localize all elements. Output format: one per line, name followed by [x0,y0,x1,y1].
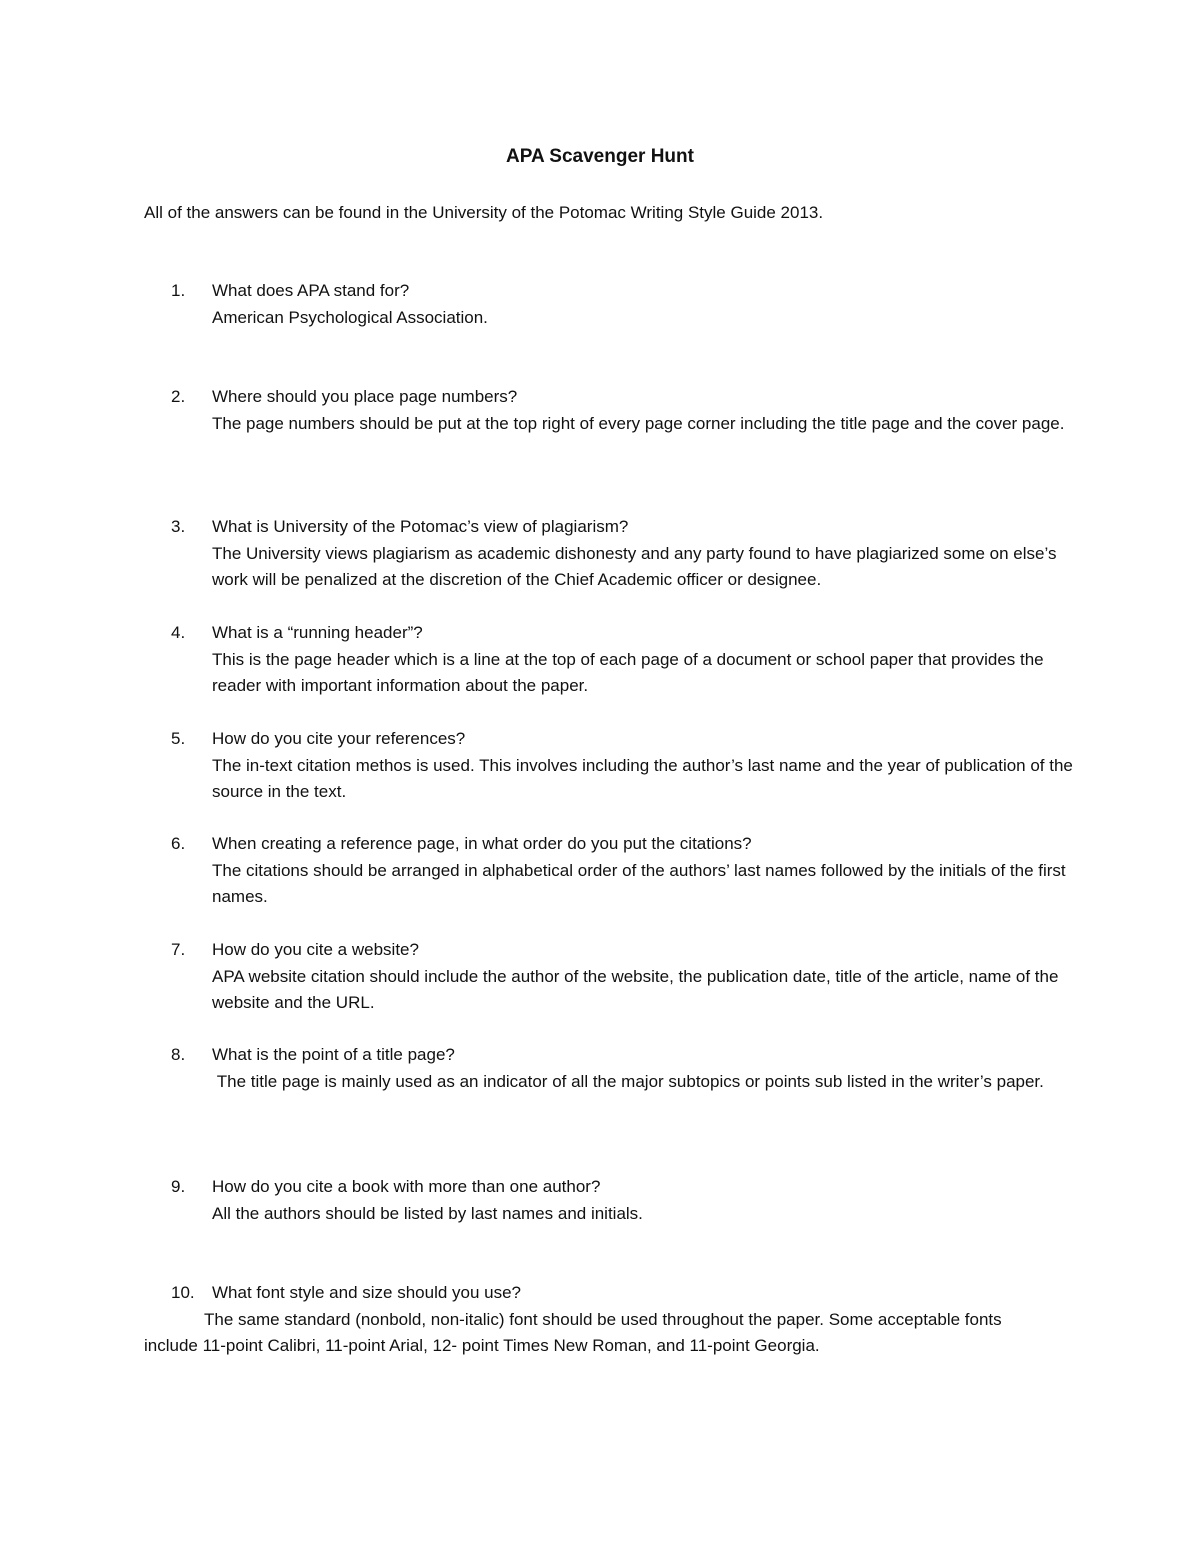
item-number: 8. [171,1045,186,1064]
item-number: 3. [171,517,186,536]
question-text: What is a “running header”? [212,623,423,642]
item-number: 5. [171,729,186,748]
list-item-1 [144,278,1074,331]
question-text: What is the point of a title page? [212,1045,455,1064]
answer-text: The title page is mainly used as an indicator of all the major subtopics or points sub listed in the writer’s paper. [212,1071,1044,1091]
answer-text: All the authors should be listed by last names and initials. [212,1203,643,1223]
answer-text: The page numbers should be put at the top right of every page corner including the title page and the cover page. [212,413,1065,433]
list-item-6 [144,831,1074,911]
list-item-3 [144,514,1074,594]
list-item-9 [144,1174,1074,1227]
list-item-2 [144,384,1074,437]
answer-text: The citations should be arranged in alphabetical order of the authors’ last names followed by the initials of the first names. [212,860,1066,906]
item-number: 2. [171,387,186,406]
list-item-8 [144,1042,1074,1095]
question-text: What does APA stand for? [212,281,410,300]
answer-text: The University views plagiarism as academic dishonesty and any party found to have plagiarized some on else’s work will be penalized at the discretion of the Chief Academic officer or designee. [212,543,1057,589]
item-number: 7. [171,940,186,959]
list-item-5 [144,726,1074,806]
item-number: 10. [171,1283,195,1302]
question-text: How do you cite a book with more than one author? [212,1177,601,1196]
question-text: How do you cite a website? [212,940,419,959]
question-text: How do you cite your references? [212,729,466,748]
intro-paragraph: All of the answers can be found in the University of the Potomac Writing Style Guide 2013. [144,203,824,222]
question-text: What is University of the Potomac’s view of plagiarism? [212,517,629,536]
list-item-4 [144,620,1074,700]
item-number: 1. [171,281,186,300]
list-item-10 [144,1280,1074,1360]
answer-text: American Psychological Association. [212,307,488,327]
answer-text: The in-text citation methos is used. This involves including the author’s last name and the year of publication of the source in the text. [212,755,1073,801]
question-text: Where should you place page numbers? [212,387,518,406]
item-number: 4. [171,623,186,642]
answer-text: The same standard (nonbold, non-italic) font should be used throughout the paper. Some acceptable fonts include 11-point Calibri, 11-point Arial, 12- point Times New Roman, and 11-point Georgia. [144,1309,1002,1355]
document-title: APA Scavenger Hunt [506,146,694,167]
item-number: 9. [171,1177,186,1196]
answer-text: APA website citation should include the author of the website, the publication date, title of the article, name of the website and the URL. [212,966,1059,1012]
list-item-7 [144,937,1074,1017]
question-text: When creating a reference page, in what order do you put the citations? [212,834,752,853]
question-text: What font style and size should you use? [212,1283,522,1302]
item-number: 6. [171,834,186,853]
answer-text: This is the page header which is a line at the top of each page of a document or school paper that provides the reader with important information about the paper. [212,649,1044,695]
